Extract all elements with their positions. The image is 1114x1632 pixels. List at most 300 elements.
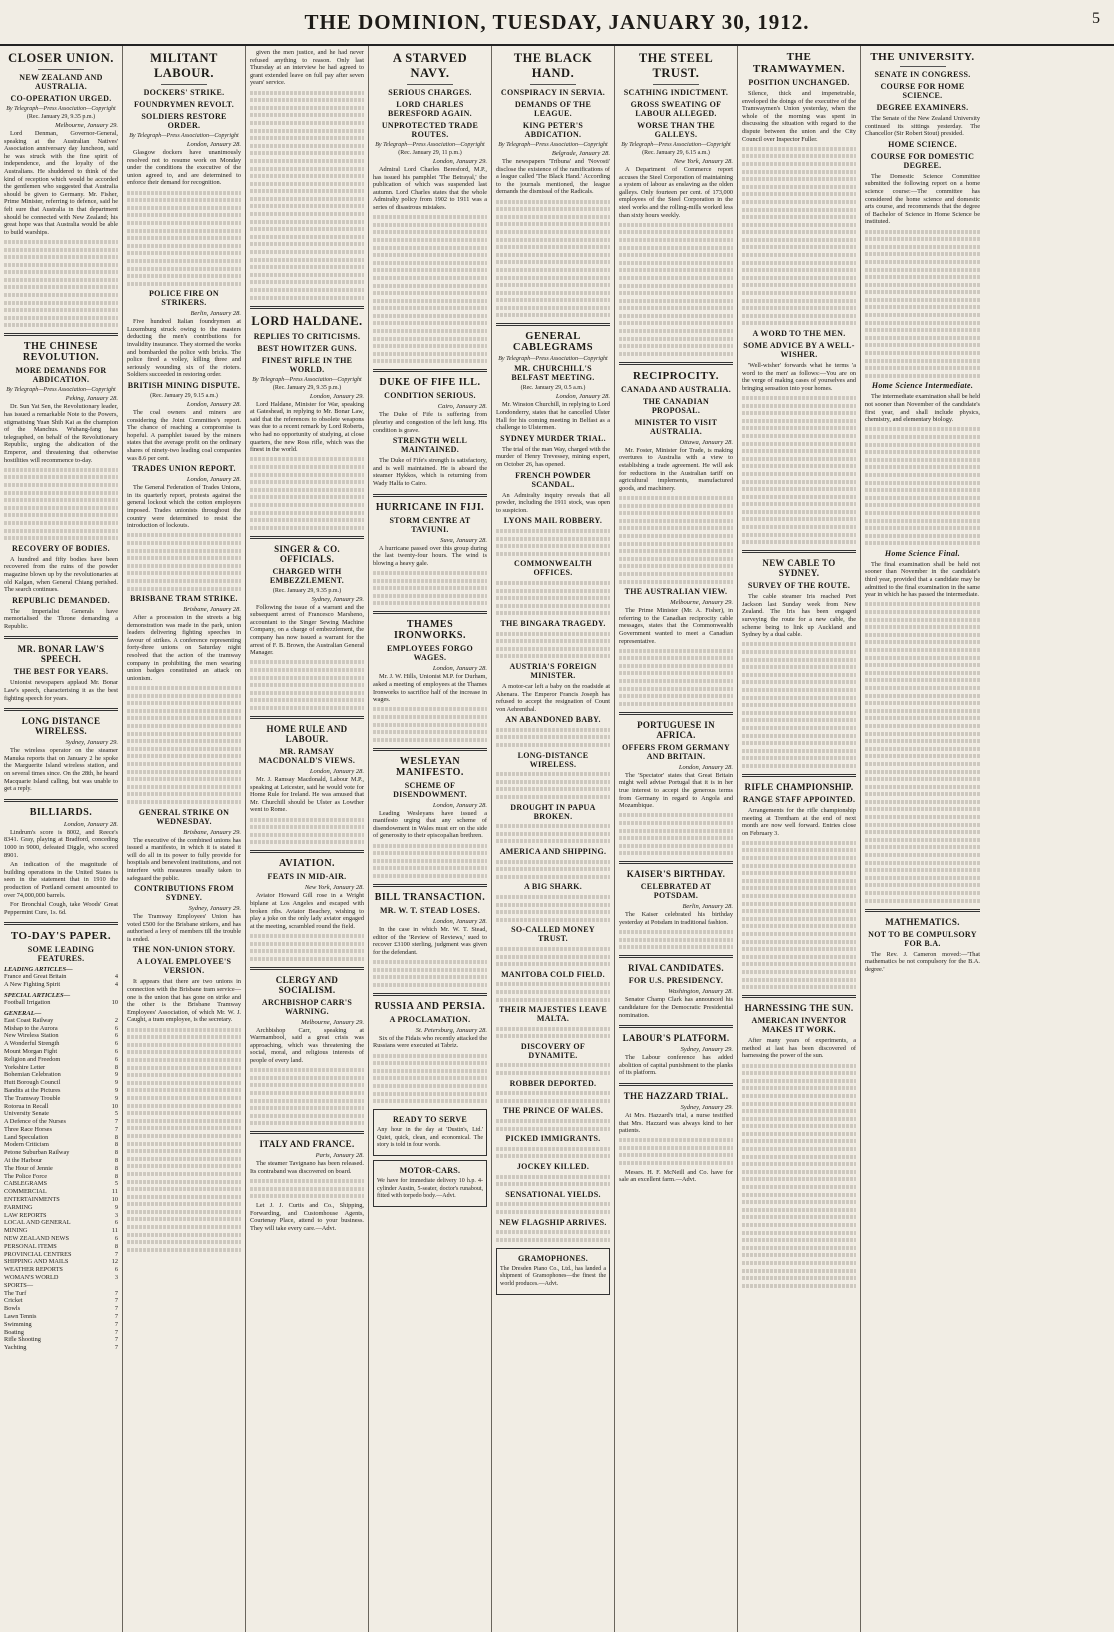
subheadline: SO-CALLED MONEY TRUST. <box>511 925 595 944</box>
toc-page: 7 <box>114 1344 118 1352</box>
subheadline: A LOYAL EMPLOYEE'S VERSION. <box>136 957 232 976</box>
toc-label: LOCAL AND GENERAL <box>4 1219 71 1227</box>
toc-item <box>4 1173 118 1181</box>
ad-headline: MOTOR-CARS. <box>399 1165 461 1175</box>
headline: ITALY AND FRANCE. <box>259 1139 355 1150</box>
dateline: Sydney, January 29. <box>311 595 364 603</box>
toc-label: University Senate <box>4 1110 49 1118</box>
advertisement: Messrs. H. F. McNeill and Co. have for sale an excellent farm.—Advt. <box>619 1168 733 1184</box>
dateline: Melbourne, January 29. <box>301 1018 364 1026</box>
subheadline: AN ABANDONED BABY. <box>505 715 601 725</box>
subheadline: ROBBER DEPORTED. <box>509 1078 597 1088</box>
subheadline: EMPLOYEES FORGO WAGES. <box>386 644 474 663</box>
toc-page: 3 <box>114 1274 118 1282</box>
article-rival-candidates <box>619 963 733 1019</box>
article-black-hand <box>496 51 610 317</box>
subheadline: MANITOBA COLD FIELD. <box>501 969 605 979</box>
toc-item <box>4 1126 118 1134</box>
dateline: Sydney, January 29. <box>65 739 118 747</box>
toc-page: 5 <box>114 1110 118 1118</box>
subheadline: Home Science Final. <box>884 548 961 558</box>
article-body: An indication of the magnitude of building operations in the United States is seen in the statement that in 1910 the production of Portland cement amounted to over 74,000,000 barrels. <box>4 861 118 899</box>
dateline: Melbourne, January 29. <box>670 599 733 607</box>
text-filler <box>496 1063 610 1075</box>
headline: LABOUR'S PLATFORM. <box>622 1033 730 1044</box>
toc-page: 5 <box>114 1180 118 1188</box>
toc-item <box>4 1180 118 1188</box>
divider <box>4 922 118 925</box>
article-closer-union <box>4 51 118 327</box>
text-filler <box>496 1027 610 1039</box>
article-duke-of-fife <box>373 377 487 487</box>
toc-label: SPORTS— <box>4 1281 34 1289</box>
headline: RIFLE CHAMPIONSHIP. <box>744 781 854 792</box>
toc-label: Lawn Tennis <box>4 1313 37 1321</box>
article-labour-platform <box>619 1033 733 1077</box>
column-4 <box>369 46 492 1632</box>
divider <box>250 967 364 970</box>
toc-page: 6 <box>114 1040 118 1048</box>
article-body: An Admiralty inquiry reveals that all powder, including the 1911 stock, was open to suspicion. <box>496 491 610 514</box>
article-body: Five hundred Italian foundrymen at Luxemburg struck owing to the masters deducting the men's contributions for invalidity insurance. They stormed the works and bombarded the police with bricks. The police fired a volley, killing three and seriously wounding six of the rioters. Soldiers succeeded in restoring order. <box>127 318 241 379</box>
text-filler <box>619 930 733 949</box>
toc-page: 8 <box>114 1133 118 1141</box>
dateline: Sydney, January 29. <box>680 1103 733 1111</box>
dateline: Brisbane, January 28. <box>183 606 241 614</box>
dateline: London, January 28. <box>186 401 241 409</box>
text-filler <box>127 1028 241 1252</box>
article-university <box>865 51 980 903</box>
subheadline: TRADES UNION REPORT. <box>132 464 236 474</box>
toc-section: SPECIAL ARTICLES— <box>4 991 71 999</box>
headline: THE STEEL TRUST. <box>638 51 714 80</box>
subheadline: SOME LEADING FEATURES. <box>27 945 95 964</box>
article-bill-transaction <box>373 892 487 987</box>
subheadline: CANADA AND AUSTRALIA. <box>620 384 732 394</box>
column-3 <box>246 46 369 1632</box>
article-body: At Mrs. Hazzard's trial, a nurse testified that Mrs. Hazzard was always kind to her patients. <box>619 1111 733 1135</box>
text-filler <box>127 686 241 804</box>
subheadline: DEGREE EXAMINERS. <box>876 103 969 112</box>
toc-item <box>4 999 118 1007</box>
toc-item <box>4 1110 118 1118</box>
article-body: The final examination shall be held not sooner than November in the candidate's third year, provided that a candidate may be admitted to the final examination in the same year in which he has passed the intermediate. <box>865 560 980 599</box>
toc-page: 9 <box>114 1086 118 1094</box>
article-home-rule <box>250 724 364 844</box>
subheadline: CELEBRATED AT POTSDAM. <box>640 882 712 901</box>
article-clergy <box>250 975 364 1126</box>
subheadline: CONTRIBUTIONS FROM SYDNEY. <box>134 884 234 903</box>
toc-item <box>4 1141 118 1149</box>
subheadline: LONG-DISTANCE WIRELESS. <box>517 750 589 769</box>
text-filler <box>373 844 487 878</box>
article-body: Lord Denman, Governor-General, speaking at the Australian Natives' Association anniversary day luncheon, said he was struck with the fine spirit of independence, and the loyalty of the Australians. He shuddered to think of the kind of reception which would be accorded the gentlemen who suggested that Australia should be given to Germany. Mr. Fisher, Prime Minister, referring to defence, said he felt sure that Australia in that department should be connected with New Zealand; his great hope was that Australia would be able to build warships. <box>4 130 118 236</box>
toc-page: 7 <box>114 1336 118 1344</box>
article-body: Leading Wesleyans have issued a manifesto urging that any scheme of disendowment in Wales must err on the side of generosity to their episcopalian brethren. <box>373 809 487 840</box>
article-body: The wireless operator on the steamer Manuka reports that on January 2 he spoke the Marguerite Island wireless station, and on several times since. On the 28th, he heard Macquarie Island calling, but was unable to get a reply. <box>4 747 118 793</box>
dateline: London, January 28. <box>309 768 364 775</box>
toc-item <box>4 1017 118 1025</box>
subheadline: COURSE FOR DOMESTIC DEGREE. <box>870 151 975 170</box>
toc-page: 9 <box>114 1094 118 1102</box>
toc-item <box>4 1258 118 1266</box>
toc-label: SHIPPING AND MAILS <box>4 1258 69 1266</box>
toc-page: 12 <box>111 1258 118 1266</box>
text-filler <box>619 496 733 584</box>
toc-label: Cricket <box>4 1297 23 1305</box>
headline: CLERGY AND SOCIALISM. <box>275 974 339 995</box>
toc-label: A New Fighting Spirit <box>4 981 61 989</box>
article-body: The steamer Tavignano has been released. Its contraband was discovered on board. <box>250 1160 364 1175</box>
text-filler <box>742 1064 856 1288</box>
toc-item <box>4 1188 118 1196</box>
received-time: (Rec. January 29, 0.5 a.m.) <box>520 385 586 392</box>
subheadline: REPUBLIC DEMANDED. <box>12 595 110 605</box>
toc-item <box>4 1344 118 1352</box>
toc-item <box>4 1290 118 1298</box>
article-body: The Domestic Science Committee submitted the following report on a home science course:—The committee has considered the home science and domestic arts course, and recommends that the degree of Bachelor of Science in Home Science be instituted. <box>865 172 980 226</box>
toc-label: The Turf <box>4 1289 27 1297</box>
text-filler <box>619 649 733 706</box>
ad-body: Any hour in the day at 'Dustin's, Ltd.' Quiet, quick, clean, and economical. The story is told in four words. <box>377 1127 483 1149</box>
divider <box>619 861 733 864</box>
advertisement <box>373 1109 487 1156</box>
article-singer <box>250 544 364 710</box>
toc-page: 8 <box>114 1164 118 1172</box>
dateline: Berlin, January 28. <box>682 903 733 911</box>
subheadline: NEW FLAGSHIP ARRIVES. <box>499 1217 607 1227</box>
article-body: The executive of the combined unions has issued a manifesto, in which it is stated it will do all in its power to fully provide for hospitals and benevolent institutions, and not interfere with measures usually taken to safeguard the public. <box>127 836 241 882</box>
divider <box>865 909 980 912</box>
headline: THE BLACK HAND. <box>513 51 593 80</box>
subheadline: SERIOUS CHARGES. <box>388 88 472 97</box>
dateline: London, January 28. <box>63 820 118 828</box>
masthead-title: THE DOMINION, TUESDAY, JANUARY 30, 1912. <box>304 9 810 34</box>
divider <box>4 636 118 639</box>
ad-body: The Dresden Piano Co., Ltd., has landed a shipment of Gramophones—the finest the world produces.—Advt. <box>500 1265 606 1287</box>
subheadline: CO-OPERATION URGED. <box>10 94 112 103</box>
byline: By Telegraph—Press Association—Copyright <box>375 142 485 148</box>
text-filler <box>496 895 610 922</box>
ad-headline: READY TO SERVE <box>392 1115 467 1125</box>
text-filler <box>496 1175 610 1187</box>
text-filler <box>496 1147 610 1159</box>
subheadline: GROSS SWEATING OF LABOUR ALLEGED. <box>630 100 722 118</box>
toc-page: 11 <box>111 1188 118 1196</box>
article-body: The intermediate examination shall be held not sooner than November of the candidate's first year, and shall include physics, chemistry, and elementary biology. <box>865 393 980 424</box>
toc-page: 8 <box>114 1063 118 1071</box>
text-filler <box>250 457 364 529</box>
dateline: London, January 28. <box>432 665 487 673</box>
article-body: A Department of Commerce report accuses the Steel Corporation of maintaining a system of labour as enslaving as the olden galleys. Only fourteen per cent. of 173,000 employees of the Steel Corporation in the steel works and the rolling-mills worked less than sixty hours weekly. <box>619 166 733 219</box>
subheadline: THE NON-UNION STORY. <box>132 945 236 955</box>
text-filler <box>496 772 610 799</box>
headline: THE UNIVERSITY. <box>870 51 975 63</box>
received-time: (Rec. January 29, 9.35 p.m.) <box>26 114 96 120</box>
toc-label: France and Great Britain <box>4 973 67 981</box>
toc-label: The Hour of Jennie <box>4 1164 53 1172</box>
divider <box>373 884 487 887</box>
headline: CLOSER UNION. <box>8 51 114 65</box>
toc-item <box>4 1071 118 1079</box>
toc-label: Bowls <box>4 1305 21 1313</box>
subheadline: BRITISH MINING DISPUTE. <box>127 381 241 391</box>
received-time: (Rec. January 29, 9.35 p.m.) <box>272 384 342 391</box>
divider <box>496 323 610 326</box>
article-lord-haldane <box>250 314 364 530</box>
dateline: London, January 28. <box>555 393 610 401</box>
toc-item <box>4 1219 118 1227</box>
dateline: London, January 28. <box>678 763 733 771</box>
toc-label: New Wireless Station <box>4 1032 59 1040</box>
toc-page: 10 <box>111 998 118 1006</box>
toc-page: 8 <box>114 1172 118 1180</box>
byline: By Telegraph—Press Association—Copyright <box>6 387 116 394</box>
toc-label: Mishap to the Aurora <box>4 1024 58 1032</box>
byline: By Telegraph—Press Association—Copyright <box>6 106 116 112</box>
subheadline: FRENCH POWDER SCANDAL. <box>515 470 591 489</box>
article-portuguese <box>619 720 733 856</box>
advertisement: For Bronchial Cough, take Woods' Great Peppermint Cure, 1s. 6d. <box>4 901 118 916</box>
article-body: Mr. J. Ramsay Macdonald, Labour M.P., speaking at Leicester, said he would vote for Home Rule for Ireland. He was amused that Mr. Churchill should be Ulster as Lowther went to Rome. <box>250 776 364 814</box>
byline: By Telegraph—Press Association—Copyright <box>252 376 362 383</box>
toc-page: 8 <box>114 1141 118 1149</box>
subheadline: MORE DEMANDS FOR ABDICATION. <box>15 366 107 385</box>
subheadline: GENERAL STRIKE ON WEDNESDAY. <box>138 807 230 826</box>
divider <box>4 708 118 711</box>
subheadline: DISCOVERY OF DYNAMITE. <box>520 1041 586 1060</box>
subheadline: RANGE STAFF APPOINTED. <box>742 794 856 804</box>
toc-page: 9 <box>114 1071 118 1079</box>
subheadline: SCATHING INDICTMENT. <box>623 88 729 97</box>
article-body: After many years of experiments, a method at last has been discovered of harnessing the power of the sun. <box>742 1037 856 1060</box>
text-filler <box>865 230 980 378</box>
toc-page: 7 <box>114 1328 118 1336</box>
article-body: Silence, thick and impenetrable, enveloped the doings of the executive of the Tramwaymen's Union yesterday, when the whole of the morning was spent in discussing the situation with regard to the dispute between the union and the City Council over Inspector Fuller. <box>742 90 856 143</box>
toc-item <box>4 1297 118 1305</box>
toc-item <box>4 1266 118 1274</box>
text-filler <box>619 223 733 356</box>
text-filler <box>4 240 118 328</box>
toc-page: 9 <box>114 1079 118 1087</box>
article-body: The Tramway Employees' Union has voted £500 for the Brisbane strikers, and has authorised a levy of members till the trouble is ended. <box>127 913 241 943</box>
toc-item <box>4 1087 118 1095</box>
text-filler <box>496 529 610 556</box>
headline: THE TRAMWAYMEN. <box>752 51 846 75</box>
toc-label: The Police Force <box>4 1172 48 1180</box>
divider <box>38 69 84 70</box>
ad-headline: GRAMOPHONES. <box>517 1253 589 1263</box>
headline: HOME RULE AND LABOUR. <box>266 724 348 744</box>
article-body: Glasgow dockers have unanimously resolved not to resume work on Monday under the conditions the executive of the union agreed to, and are determined to enforce their demand for recognition. <box>127 149 241 187</box>
article-body: Unionist newspapers applaud Mr. Bonar Law's speech, characterising it as the best fighting speech for years. <box>4 679 118 702</box>
toc-page: 7 <box>114 1289 118 1297</box>
subheadline: AMERICA AND SHIPPING. <box>499 847 607 856</box>
article-body: The Duke of Fife is suffering from pleurisy and congestion of the left lung. His condition is grave. <box>373 411 487 434</box>
article-body: In the case in which Mr. W. T. Stead, editor of the 'Review of Reviews,' sued to recover £3100 sterling, judgment was given for the defendant. <box>373 926 487 956</box>
subheadline: FOR U.S. PRESIDENCY. <box>628 976 724 986</box>
toc-label: Bandits at the Pictures <box>4 1086 61 1094</box>
text-filler <box>496 728 610 747</box>
text-filler <box>250 1068 364 1125</box>
dateline: London, January 29. <box>309 392 364 400</box>
headline: RECIPROCITY. <box>633 369 719 382</box>
divider <box>619 1083 733 1086</box>
dateline: Brisbane, January 29. <box>183 828 241 836</box>
received-time: (Rec. January 29, 9.35 p.m.) <box>272 587 342 594</box>
dateline: New York, January 28. <box>304 884 364 892</box>
toc-page: 6 <box>114 1219 118 1227</box>
subheadline: MR. RAMSAY MACDONALD'S VIEWS. <box>258 747 356 765</box>
subheadline: COURSE FOR HOME SCIENCE. <box>880 82 965 100</box>
subheadline: MR. W. T. STEAD LOSES. <box>379 906 481 916</box>
divider <box>250 850 364 853</box>
divider <box>900 66 946 67</box>
dateline: London, January 28. <box>432 918 487 926</box>
toc-page: 8 <box>114 1242 118 1250</box>
byline: By Telegraph—Press Association—Copyright <box>498 142 608 148</box>
toc-item <box>4 1118 118 1126</box>
article-body: The coal owners and miners are considering the Joint Committee's report. The chance of reaching a compromise is hopeful. A pamphlet issued by the miners states that the average profit on the ordinary shares of ninety-two leading coal companies was 8.6 per cent. <box>127 409 241 462</box>
article-body: The 'Spectator' states that Great Britain might well advise Portugal that it is in her true interest to accept the generous terms from Germany in regard to Angola and Mozambique. <box>619 771 733 810</box>
text-filler <box>127 533 241 590</box>
toc-item <box>4 1305 118 1313</box>
subheadline: STRENGTH WELL MAINTAINED. <box>392 436 468 455</box>
column-2 <box>123 46 246 1632</box>
toc-page: 7 <box>114 1250 118 1258</box>
text-filler <box>373 960 487 987</box>
article-body: The Prime Minister (Mr. A. Fisher), in referring to the Canadian reciprocity cable messages, states that the Commonwealth Government wanted to meet a Canadian representative. <box>619 607 733 645</box>
text-filler <box>4 468 118 540</box>
toc-label: Mount Morgan Fight <box>4 1047 58 1055</box>
divider <box>407 84 453 85</box>
text-filler <box>373 707 487 741</box>
toc-label: At the Harbour <box>4 1157 43 1165</box>
article-aviation <box>250 858 364 960</box>
divider <box>250 1131 364 1134</box>
subheadline: DOCKERS' STRIKE. <box>143 88 225 97</box>
headline: GENERAL CABLEGRAMS <box>512 331 594 354</box>
divider <box>250 306 364 309</box>
article-body: Arrangements for the rifle championship meeting at Trentham at the end of next month are now well forward. Entries close on February 3. <box>742 806 856 837</box>
subheadline: HOME SCIENCE. <box>888 139 957 149</box>
subheadline: SCHEME OF DISENDOWMENT. <box>393 780 467 799</box>
toc-page: 8 <box>114 1157 118 1165</box>
toc-page: 8 <box>114 1149 118 1157</box>
divider <box>250 716 364 719</box>
text-filler <box>619 1138 733 1165</box>
toc-item <box>4 1251 118 1259</box>
dateline: Belgrade, January 28. <box>551 150 610 157</box>
toc-item <box>4 1165 118 1173</box>
article-wireless <box>4 716 118 793</box>
headline: LORD HALDANE. <box>251 313 363 328</box>
toc-label: Yorkshire Letter <box>4 1063 46 1071</box>
toc-item <box>4 1064 118 1072</box>
text-filler <box>373 215 487 363</box>
text-filler <box>373 571 487 605</box>
toc-item <box>4 1149 118 1157</box>
toc-page: 9 <box>114 1203 118 1211</box>
divider <box>742 995 856 998</box>
toc-label: LAW REPORTS <box>4 1211 47 1219</box>
toc-item <box>4 1329 118 1337</box>
subheadline: FEATS IN MID-AIR. <box>267 872 347 882</box>
byline: By Telegraph—Press Association—Copyright <box>621 142 731 148</box>
subheadline: FOUNDRYMEN REVOLT. <box>133 100 235 109</box>
article-new-cable <box>742 558 856 768</box>
subheadline: AUSTRIA'S FOREIGN MINISTER. <box>509 661 597 680</box>
article-body: given the men justice, and he had never refused anything to reason. Only last Thursday at an interview he had agreed to grant extended leave on full pay after seven years' service. <box>250 49 364 87</box>
headline: NEW CABLE TO SYDNEY. <box>762 558 836 579</box>
toc-label: Swimming <box>4 1320 32 1328</box>
toc-label: PERSONAL ITEMS <box>4 1242 57 1250</box>
subheadline: THE AUSTRALIAN VIEW. <box>624 587 728 597</box>
toc-page: 10 <box>111 1102 118 1110</box>
divider <box>742 550 856 553</box>
dateline: London, January 28. <box>186 476 241 484</box>
divider <box>161 84 207 85</box>
article-body: The trial of the man Way, charged with the murder of Henry Trevessey, mining expert, on October 26, has opened. <box>496 445 610 469</box>
subheadline: NOT TO BE COMPULSORY FOR B.A. <box>868 929 977 948</box>
toc-item <box>4 1196 118 1204</box>
article-body: Admiral Lord Charles Beresford, M.P., has issued his pamphlet 'The Betrayal,' the publication of which was suspended last autumn. Lord Charles states that the whole Admiralty policy from 1902 to 1911 was a series of disastrous mistakes. <box>373 166 487 211</box>
headline: THE CHINESE REVOLUTION. <box>22 341 100 364</box>
article-rifle <box>742 782 856 989</box>
masthead <box>0 0 1114 46</box>
article-steel-trust <box>619 51 733 356</box>
article-starved-navy <box>373 51 487 363</box>
headline: AVIATION. <box>278 858 336 870</box>
text-filler <box>373 1054 487 1104</box>
subheadline: STORM CENTRE AT TAVIUNI. <box>389 515 471 534</box>
columns <box>0 46 1114 1632</box>
todays-paper <box>4 930 118 1352</box>
article-chinese-revolution <box>4 341 118 630</box>
subheadline: MINISTER TO VISIT AUSTRALIA. <box>634 417 718 436</box>
toc-item <box>4 1040 118 1048</box>
article-body: After a procession in the streets a big demonstration was made in the park, union leaders delivering fighting speeches in favour of strikes. A conference representing forty-three unions on Saturday night resolved that the action of the tramway company in prohibiting the men wearing union badges constituted an attack on unionism. <box>127 614 241 682</box>
article-russia-persia <box>373 1001 487 1103</box>
column-8 <box>861 46 984 1632</box>
toc-page: 4 <box>114 981 118 989</box>
toc-page: 6 <box>114 1024 118 1032</box>
article-body: A hurricane passed over this group during the last twenty-four hours. The wind is blowing a heavy gale. <box>373 544 487 567</box>
subheadline: A BIG SHARK. <box>523 882 583 892</box>
divider <box>373 611 487 614</box>
article-body: Aviator Howard Gill rose in a Wright biplane at Los Angeles and escaped with broken ribs. Aviator Beachey, wishing to play a joke on the only lady aviator engaged at the meeting, scrambled round the field. <box>250 892 364 930</box>
toc-section: LEADING ARTICLES— <box>4 966 73 974</box>
text-filler <box>865 602 980 902</box>
text-filler <box>250 91 364 300</box>
column-7 <box>738 46 861 1632</box>
toc-item <box>4 1204 118 1212</box>
toc-item <box>4 1321 118 1329</box>
subheadline: THE BINGARA TRAGEDY. <box>500 618 606 628</box>
subheadline: LYONS MAIL ROBBERY. <box>503 516 603 526</box>
received-time: (Rec. January 29, 11 p.m.) <box>398 150 462 156</box>
subheadline: THE CANADIAN PROPOSAL. <box>642 396 710 415</box>
headline: HARNESSING THE SUN. <box>744 1003 854 1014</box>
article-thames <box>373 619 487 741</box>
article-body: The newspapers 'Tribuna' and 'Novosti' disclose the existence of the ramifications of a league called 'The Black Hand.' According to the journals mentioned, the league demands the dismissal of the Radicals. <box>496 158 610 196</box>
subheadline: CONDITION SERIOUS. <box>384 391 476 401</box>
toc-section: GENERAL— <box>4 1009 42 1017</box>
article-body: The Rev. J. Cameron moved:—'That mathematics be not compulsory for the B.A. degree.' <box>865 950 980 973</box>
subheadline: THE PRINCE OF WALES. <box>502 1106 604 1116</box>
article-body: Lord Haldane, Minister for War, speaking at Gateshead, in replying to Mr. Bonar Law, said that the references to obsolete weapons was due to a recent remark by Lord Roberts, who had no opportunity of studying, at close quarters, the new Ross rifle, which was the finest in the world. <box>250 400 364 454</box>
article-body: Senator Champ Clark has announced his candidature for the Democratic Presidential nomination. <box>619 996 733 1019</box>
